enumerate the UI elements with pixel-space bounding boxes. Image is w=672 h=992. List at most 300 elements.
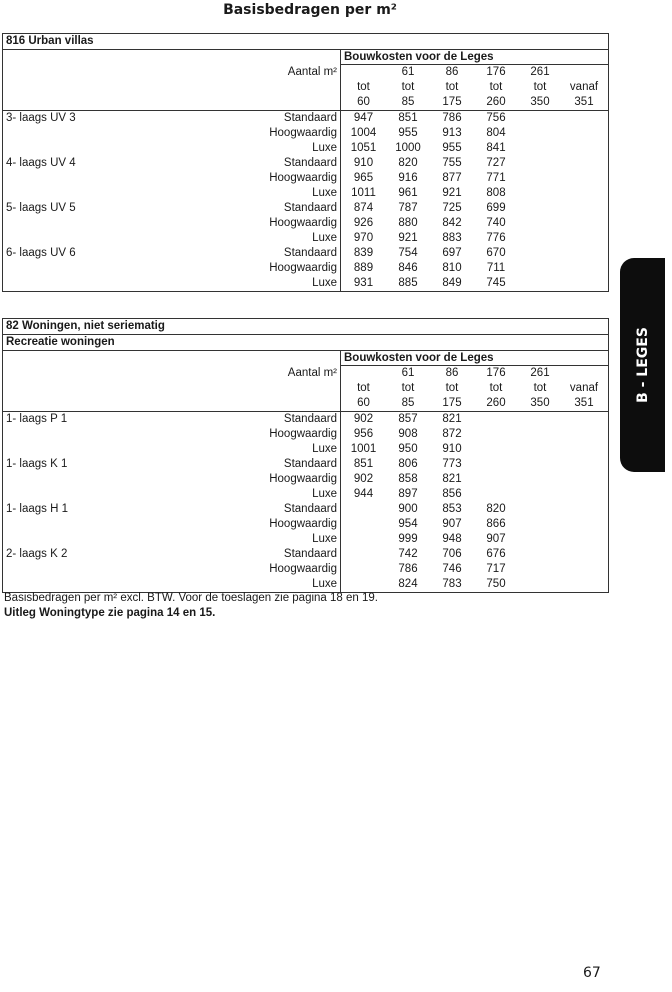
value-cell xyxy=(341,547,386,562)
value-cells xyxy=(341,156,608,171)
row-label xyxy=(3,261,341,276)
value-cell: 745 xyxy=(486,277,506,289)
value-cell: 1004 xyxy=(350,127,377,139)
row-label xyxy=(3,276,341,291)
quality-grade: Standaard xyxy=(283,202,337,214)
range-mid: vanaf xyxy=(569,382,599,394)
quality-grade: Luxe xyxy=(312,187,337,199)
row-label xyxy=(3,141,341,156)
value-cell xyxy=(518,126,562,141)
value-cell: 1051 xyxy=(350,142,377,154)
value-cells xyxy=(341,261,608,276)
range-to: 85 xyxy=(401,397,415,409)
label-cell xyxy=(3,65,341,80)
range-cells xyxy=(341,80,608,95)
quality-grade: Hoogwaardig xyxy=(269,428,337,440)
woningtype-name: 3- laags UV 3 xyxy=(6,112,76,124)
table-row xyxy=(3,111,608,126)
value-cell xyxy=(562,487,606,502)
value-cell xyxy=(518,216,562,231)
value-cell: 750 xyxy=(486,578,506,590)
range-from: 86 xyxy=(445,66,459,78)
row-label xyxy=(3,126,341,141)
table-row xyxy=(3,532,608,547)
value-cell xyxy=(518,276,562,291)
value-cell: 754 xyxy=(398,247,418,259)
value-cell: 670 xyxy=(486,247,506,259)
table-row xyxy=(3,261,608,276)
value-cell: 841 xyxy=(486,142,506,154)
value-cells xyxy=(341,171,608,186)
range-from: 86 xyxy=(445,367,459,379)
range-mid: tot xyxy=(445,81,459,93)
value-cell xyxy=(518,201,562,216)
value-cell: 921 xyxy=(398,232,418,244)
value-cell: 820 xyxy=(398,157,418,169)
group-header-label: Bouwkosten voor de Leges xyxy=(341,50,608,65)
row-label xyxy=(3,547,341,562)
value-cell: 970 xyxy=(353,232,374,244)
value-cell xyxy=(341,562,386,577)
range-to: 175 xyxy=(442,96,462,108)
value-cell: 908 xyxy=(398,428,418,440)
range-header-row xyxy=(3,65,608,80)
value-cell xyxy=(341,532,386,547)
value-cell: 885 xyxy=(398,277,418,289)
quality-grade: Hoogwaardig xyxy=(269,217,337,229)
value-cells xyxy=(341,201,608,216)
range-header-row xyxy=(3,95,608,111)
label-cell xyxy=(3,381,341,396)
row-label xyxy=(3,216,341,231)
value-cell: 921 xyxy=(442,187,462,199)
page-title: Basisbedragen per m² xyxy=(223,2,397,18)
quality-grade: Hoogwaardig xyxy=(269,262,337,274)
value-cell xyxy=(341,577,386,592)
value-cell xyxy=(518,171,562,186)
value-cell: 1011 xyxy=(351,187,376,199)
row-label xyxy=(3,442,341,457)
page-number: 67 xyxy=(583,965,601,981)
value-cells xyxy=(341,186,608,201)
value-cell xyxy=(474,457,518,472)
value-cell xyxy=(562,216,606,231)
value-cell xyxy=(474,442,518,457)
row-label xyxy=(3,412,341,427)
value-cell: 810 xyxy=(442,262,462,274)
value-cell: 874 xyxy=(353,202,374,214)
value-cells xyxy=(341,276,608,291)
value-cell: 880 xyxy=(398,217,418,229)
value-cell: 746 xyxy=(442,563,462,575)
value-cell: 877 xyxy=(442,172,462,184)
group-header-label: Bouwkosten voor de Leges xyxy=(341,351,608,366)
quality-grade: Luxe xyxy=(312,443,337,455)
value-cell: 965 xyxy=(353,172,374,184)
value-cell xyxy=(474,427,518,442)
value-cells xyxy=(341,487,608,502)
range-mid: tot xyxy=(533,81,547,93)
range-to: 260 xyxy=(486,96,506,108)
table-row xyxy=(3,517,608,532)
range-mid: tot xyxy=(489,81,503,93)
label-cell xyxy=(3,396,341,411)
value-cell: 821 xyxy=(442,413,462,425)
value-cell xyxy=(562,562,606,577)
value-cell xyxy=(562,577,606,592)
value-cell xyxy=(562,276,606,291)
quality-grade: Standaard xyxy=(283,413,337,425)
value-cell: 907 xyxy=(442,518,462,530)
value-cell: 806 xyxy=(398,458,418,470)
row-label xyxy=(3,427,341,442)
value-cell: 824 xyxy=(398,578,418,590)
quality-grade: Hoogwaardig xyxy=(269,172,337,184)
table-row xyxy=(3,186,608,201)
value-cell xyxy=(518,427,562,442)
value-cell: 842 xyxy=(442,217,462,229)
value-cell: 821 xyxy=(442,473,462,485)
table-title: Recreatie woningen xyxy=(3,335,608,351)
range-to: 60 xyxy=(357,397,370,409)
label-cell xyxy=(3,80,341,95)
quality-grade: Luxe xyxy=(312,142,337,154)
quality-grade: Standaard xyxy=(283,247,337,259)
label-cell xyxy=(3,95,341,110)
value-cell xyxy=(518,457,562,472)
value-cell xyxy=(518,577,562,592)
value-cell: 866 xyxy=(486,518,506,530)
value-cell: 839 xyxy=(353,247,374,259)
table-row xyxy=(3,442,608,457)
value-cell: 808 xyxy=(486,187,506,199)
value-cell: 955 xyxy=(398,127,418,139)
value-cell: 846 xyxy=(398,262,418,274)
value-cells xyxy=(341,111,608,126)
quality-grade: Standaard xyxy=(283,157,337,169)
value-cell xyxy=(518,532,562,547)
group-header-row xyxy=(3,351,608,366)
value-cell xyxy=(518,472,562,487)
value-cell: 771 xyxy=(486,172,506,184)
value-cell xyxy=(518,246,562,261)
range-to: 350 xyxy=(530,96,550,108)
aantal-label: Aantal m² xyxy=(287,367,337,379)
value-cell xyxy=(518,231,562,246)
value-cell xyxy=(518,111,562,126)
value-cell: 725 xyxy=(442,202,462,214)
value-cells xyxy=(341,231,608,246)
note-woningtype: Uitleg Woningtype zie pagina 14 en 15. xyxy=(4,607,216,619)
value-cell xyxy=(562,171,606,186)
row-label xyxy=(3,457,341,472)
value-cell xyxy=(518,547,562,562)
label-cell xyxy=(3,366,341,381)
value-cells xyxy=(341,577,608,592)
table-row xyxy=(3,171,608,186)
table-row xyxy=(3,246,608,261)
table-row xyxy=(3,412,608,427)
range-from: 261 xyxy=(530,66,550,78)
value-cell: 902 xyxy=(353,413,374,425)
table-row xyxy=(3,427,608,442)
range-from xyxy=(562,65,606,80)
quality-grade: Luxe xyxy=(312,578,337,590)
quality-grade: Hoogwaardig xyxy=(269,473,337,485)
value-cell: 950 xyxy=(398,443,418,455)
value-cell: 910 xyxy=(353,157,374,169)
value-cell: 851 xyxy=(398,112,418,124)
value-cell: 913 xyxy=(442,127,462,139)
value-cell: 676 xyxy=(486,548,506,560)
value-cell xyxy=(562,457,606,472)
label-spacer xyxy=(3,351,341,366)
range-mid: tot xyxy=(401,382,415,394)
value-cell xyxy=(341,502,386,517)
row-label xyxy=(3,231,341,246)
woningtype-name: 1- laags H 1 xyxy=(6,503,69,515)
value-cell: 783 xyxy=(442,578,462,590)
value-cell: 717 xyxy=(486,563,506,575)
range-cells xyxy=(341,65,608,80)
value-cell: 856 xyxy=(442,488,462,500)
table-row xyxy=(3,547,608,562)
aantal-label: Aantal m² xyxy=(287,66,337,78)
value-cell xyxy=(518,186,562,201)
value-cell: 851 xyxy=(353,458,374,470)
value-cell xyxy=(562,156,606,171)
value-cell: 849 xyxy=(442,277,462,289)
table-row xyxy=(3,201,608,216)
quality-grade: Hoogwaardig xyxy=(269,518,337,530)
value-cell: 711 xyxy=(486,262,506,274)
quality-grade: Standaard xyxy=(283,503,337,515)
value-cell: 776 xyxy=(486,232,506,244)
range-mid: tot xyxy=(489,382,503,394)
range-mid: vanaf xyxy=(569,81,599,93)
row-label xyxy=(3,577,341,592)
table-row xyxy=(3,472,608,487)
value-cell xyxy=(474,412,518,427)
value-cell: 706 xyxy=(442,548,462,560)
value-cells xyxy=(341,412,608,427)
range-from: 176 xyxy=(486,66,506,78)
table-row xyxy=(3,141,608,156)
value-cell xyxy=(518,442,562,457)
value-cell: 786 xyxy=(442,112,462,124)
value-cell: 740 xyxy=(486,217,506,229)
value-cell: 897 xyxy=(398,488,418,500)
range-cells xyxy=(341,396,608,411)
row-label xyxy=(3,517,341,532)
section-tab-label: B - LEGES xyxy=(634,327,651,403)
woningtype-name: 1- laags K 1 xyxy=(6,458,68,470)
value-cell xyxy=(518,517,562,532)
value-cell: 910 xyxy=(442,443,462,455)
urban-villas-table xyxy=(2,33,609,292)
range-header-row xyxy=(3,381,608,396)
value-cell: 916 xyxy=(398,172,418,184)
value-cell: 948 xyxy=(442,533,462,545)
value-cell xyxy=(562,246,606,261)
value-cells xyxy=(341,532,608,547)
value-cell: 961 xyxy=(398,187,418,199)
row-label xyxy=(3,472,341,487)
woningtype-name: 1- laags P 1 xyxy=(6,413,68,425)
row-label xyxy=(3,111,341,126)
quality-grade: Hoogwaardig xyxy=(269,563,337,575)
range-from: 176 xyxy=(486,367,506,379)
range-cells xyxy=(341,366,608,381)
value-cell: 999 xyxy=(398,533,418,545)
range-from: 261 xyxy=(530,367,550,379)
value-cell xyxy=(562,472,606,487)
value-cell: 883 xyxy=(442,232,462,244)
quality-grade: Standaard xyxy=(283,112,337,124)
value-cell: 1001 xyxy=(350,443,377,455)
value-cell: 857 xyxy=(398,413,418,425)
value-cell: 699 xyxy=(486,202,506,214)
quality-grade: Standaard xyxy=(283,458,337,470)
value-cell xyxy=(518,141,562,156)
recreatie-woningen-table xyxy=(2,318,609,593)
quality-grade: Luxe xyxy=(312,232,337,244)
range-to: 260 xyxy=(486,397,506,409)
range-from: 61 xyxy=(401,367,415,379)
value-cell: 853 xyxy=(442,503,462,515)
value-cell: 954 xyxy=(398,518,418,530)
value-cells xyxy=(341,502,608,517)
value-cell xyxy=(562,427,606,442)
table-row xyxy=(3,487,608,502)
table-row xyxy=(3,231,608,246)
value-cell: 742 xyxy=(398,548,418,560)
row-label xyxy=(3,201,341,216)
value-cells xyxy=(341,562,608,577)
value-cell: 820 xyxy=(486,503,506,515)
woningtype-name: 6- laags UV 6 xyxy=(6,247,76,259)
value-cell xyxy=(474,472,518,487)
table-title: 82 Woningen, niet seriematig xyxy=(3,319,608,335)
value-cells xyxy=(341,457,608,472)
row-label xyxy=(3,186,341,201)
range-to: 85 xyxy=(401,96,415,108)
value-cell xyxy=(562,442,606,457)
value-cell xyxy=(518,502,562,517)
table-row xyxy=(3,502,608,517)
range-to: 175 xyxy=(442,397,462,409)
value-cell: 889 xyxy=(353,262,374,274)
table-row xyxy=(3,156,608,171)
value-cell xyxy=(562,141,606,156)
value-cell xyxy=(562,201,606,216)
value-cell: 786 xyxy=(398,563,418,575)
row-label xyxy=(3,171,341,186)
table-row xyxy=(3,562,608,577)
value-cell xyxy=(562,261,606,276)
range-header-row xyxy=(3,366,608,381)
quality-grade: Luxe xyxy=(312,488,337,500)
value-cells xyxy=(341,141,608,156)
value-cell xyxy=(341,517,386,532)
label-spacer xyxy=(3,50,341,65)
row-label xyxy=(3,156,341,171)
value-cell: 756 xyxy=(486,112,506,124)
range-cells xyxy=(341,381,608,396)
row-label xyxy=(3,502,341,517)
value-cell: 907 xyxy=(486,533,506,545)
value-cell: 804 xyxy=(486,127,506,139)
section-tab xyxy=(620,258,665,472)
value-cells xyxy=(341,216,608,231)
value-cell: 773 xyxy=(442,458,462,470)
woningtype-name: 4- laags UV 4 xyxy=(6,157,76,169)
value-cell: 955 xyxy=(442,142,462,154)
value-cell xyxy=(562,126,606,141)
value-cells xyxy=(341,126,608,141)
row-label xyxy=(3,487,341,502)
quality-grade: Hoogwaardig xyxy=(269,127,337,139)
woningtype-name: 5- laags UV 5 xyxy=(6,202,76,214)
table-row xyxy=(3,577,608,592)
range-mid: tot xyxy=(445,382,459,394)
value-cell xyxy=(562,547,606,562)
range-mid: tot xyxy=(357,382,370,394)
quality-grade: Luxe xyxy=(312,533,337,545)
value-cells xyxy=(341,442,608,457)
table-row xyxy=(3,126,608,141)
range-to: 351 xyxy=(574,397,594,409)
range-cells xyxy=(341,95,608,110)
value-cell xyxy=(518,487,562,502)
quality-grade: Luxe xyxy=(312,277,337,289)
value-cell xyxy=(518,562,562,577)
value-cell: 931 xyxy=(353,277,374,289)
value-cells xyxy=(341,427,608,442)
value-cell: 1000 xyxy=(395,142,421,154)
range-header-row xyxy=(3,396,608,412)
value-cell xyxy=(562,111,606,126)
value-cell: 727 xyxy=(486,157,506,169)
woningtype-name: 2- laags K 2 xyxy=(6,548,68,560)
value-cell: 956 xyxy=(353,428,374,440)
range-mid: tot xyxy=(357,81,370,93)
value-cell: 872 xyxy=(442,428,462,440)
range-from: 61 xyxy=(401,66,415,78)
value-cell xyxy=(562,231,606,246)
range-mid: tot xyxy=(533,382,547,394)
group-header-row xyxy=(3,50,608,65)
value-cells xyxy=(341,246,608,261)
value-cell: 944 xyxy=(353,488,374,500)
value-cell xyxy=(518,156,562,171)
value-cell xyxy=(562,412,606,427)
range-from xyxy=(562,366,606,381)
row-label xyxy=(3,562,341,577)
range-to: 350 xyxy=(530,397,550,409)
value-cell xyxy=(562,517,606,532)
quality-grade: Standaard xyxy=(283,548,337,560)
table-row xyxy=(3,276,608,291)
value-cell: 900 xyxy=(398,503,418,515)
value-cell xyxy=(474,487,518,502)
note-excl-btw: Basisbedragen per m² excl. BTW. Voor de toeslagen zie pagina 18 en 19. xyxy=(4,592,378,604)
value-cell: 947 xyxy=(353,112,374,124)
range-to: 351 xyxy=(574,96,594,108)
range-header-row xyxy=(3,80,608,95)
range-to: 60 xyxy=(357,96,370,108)
value-cell xyxy=(518,261,562,276)
